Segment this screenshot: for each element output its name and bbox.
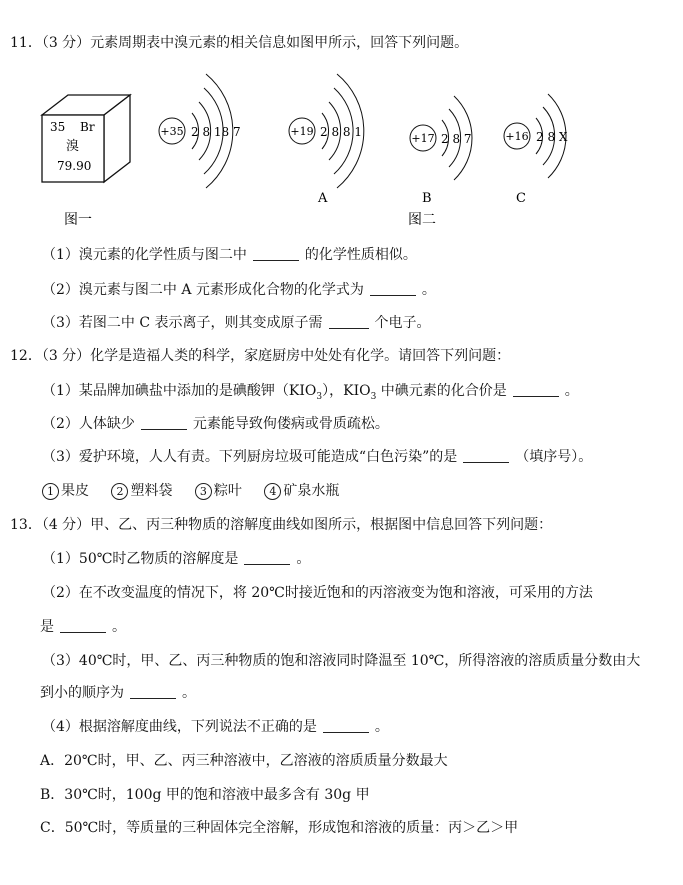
q13-part1-tail: 。 — [296, 551, 311, 567]
q13-part4-text: （4）根据溶解度曲线，下列说法不正确的是 — [42, 719, 317, 735]
q12-part1-text2: ），KIO — [322, 383, 371, 399]
answer-blank[interactable] — [130, 684, 176, 699]
q12-part2-text: （2）人体缺少 — [42, 416, 135, 432]
atom-diagram-b — [410, 96, 472, 206]
nucleus-charge: +16 — [505, 130, 529, 143]
q13-option-c: C．50℃时，等质量的三种固体完全溶解，形成饱和溶液的质量：丙＞乙＞甲 — [40, 820, 519, 836]
circled-number: 1 — [42, 483, 59, 500]
circled-number: 2 — [111, 483, 128, 500]
figure-caption-1: 图一 — [64, 212, 92, 228]
option-4 — [264, 483, 339, 499]
atomic-number: 35 — [50, 120, 66, 134]
q12-part3 — [42, 448, 592, 466]
q13-stem: 13．（4 分）甲、乙、丙三种物质的溶解度曲线如图所示，根据图中信息回答下列问题： — [10, 517, 553, 533]
atomic-mass: 79.90 — [57, 159, 92, 173]
q11-figure — [0, 0, 683, 240]
q12-part3-tail: （填序号）。 — [515, 449, 593, 465]
q13-part3: （3）40℃时，甲、乙、丙三种物质的饱和溶液同时降温至 10℃，所得溶液的溶质质量分数由大 — [42, 653, 641, 669]
q13-option-a: A．20℃时，甲、乙、丙三种溶液中，乙溶液的溶质质量分数最大 — [40, 753, 448, 769]
q13-part2-text: 是 — [40, 619, 54, 635]
subscript: 3 — [316, 391, 323, 402]
q13-part1 — [42, 550, 310, 568]
answer-blank[interactable] — [141, 415, 187, 430]
shell-electrons: 2 8 8 1 — [320, 125, 362, 139]
answer-blank[interactable] — [60, 618, 106, 633]
shell-electrons: 2 8 7 — [441, 132, 472, 146]
shell-electrons: 2 8 18 7 — [191, 125, 241, 139]
q11-part2-text: （2）溴元素与图二中 A 元素形成化合物的化学式为 — [42, 282, 364, 298]
answer-blank[interactable] — [323, 718, 369, 733]
option-text: 矿泉水瓶 — [283, 483, 340, 499]
element-symbol: Br — [80, 120, 95, 134]
q13-part3-text: 到小的顺序为 — [40, 685, 124, 701]
option-1 — [42, 483, 89, 499]
element-name: 溴 — [66, 139, 80, 154]
q12-options — [42, 482, 357, 500]
q13-part2-cont — [40, 618, 126, 636]
q11-part2 — [42, 281, 436, 299]
answer-blank[interactable] — [370, 281, 416, 296]
q12-stem: 12．（3 分）化学是造福人类的科学，家庭厨房中处处有化学。请回答下列问题： — [10, 348, 511, 364]
q13-part2: （2）在不改变温度的情况下，将 20℃时接近饱和的丙溶液变为饱和溶液，可采用的方法 — [42, 585, 593, 601]
answer-blank[interactable] — [244, 550, 290, 565]
circled-number: 3 — [195, 483, 212, 500]
q12-part2-tail: 元素能导致佝偻病或骨质疏松。 — [192, 416, 389, 432]
q12-part1 — [42, 382, 579, 406]
answer-blank[interactable] — [329, 314, 369, 329]
q11-stem: 11．（3 分）元素周期表中溴元素的相关信息如图甲所示，回答下列问题。 — [10, 35, 469, 51]
subscript: 3 — [370, 391, 377, 402]
answer-blank[interactable] — [463, 448, 509, 463]
figure-caption-2: 图二 — [408, 212, 436, 228]
atom-diagram-c — [504, 94, 568, 206]
option-2 — [111, 483, 172, 499]
atom-label: A — [318, 191, 328, 206]
q11-part1-tail: 的化学性质相似。 — [304, 247, 417, 263]
q11-part3-tail: 个电子。 — [374, 315, 431, 331]
nucleus-charge: +35 — [160, 125, 184, 138]
q12-part3-text: （3）爱护环境，人人有责。下列厨房垃圾可能造成“白色污染”的是 — [42, 449, 458, 465]
nucleus-charge: +19 — [290, 125, 314, 138]
shell-electrons: 2 8 X — [536, 130, 568, 144]
periodic-table-cell — [42, 95, 130, 182]
q13-option-b: B．30℃时，100g 甲的饱和溶液中最多含有 30g 甲 — [40, 787, 370, 803]
q12-part1-tail: 。 — [564, 383, 579, 399]
q13-part3-cont — [40, 684, 196, 702]
option-text: 粽叶 — [213, 483, 242, 499]
q11-part2-tail: 。 — [421, 282, 436, 298]
q13-part2-tail: 。 — [112, 619, 126, 635]
q13-part4-tail: 。 — [374, 719, 389, 735]
q13-part3-tail: 。 — [182, 685, 196, 701]
answer-blank[interactable] — [253, 246, 299, 261]
q13-part1-text: （1）50℃时乙物质的溶解度是 — [42, 551, 239, 567]
atom-diagram-br — [159, 74, 241, 188]
q13-part4 — [42, 718, 389, 736]
q12-part2 — [42, 415, 389, 433]
q12-part1-text: （1）某品牌加碘盐中添加的是碘酸钾（KIO — [42, 383, 317, 399]
q12-part1-text3: 中碘元素的化合价是 — [376, 383, 507, 399]
nucleus-charge: +17 — [411, 132, 435, 145]
q11-part1-text: （1）溴元素的化学性质与图二中 — [42, 247, 247, 263]
circled-number: 4 — [264, 483, 281, 500]
atom-diagram-a — [289, 74, 364, 206]
q11-part3 — [42, 314, 431, 332]
option-text: 塑料袋 — [130, 483, 173, 499]
atom-label: B — [422, 191, 432, 206]
answer-blank[interactable] — [513, 382, 559, 397]
option-text: 果皮 — [61, 483, 89, 499]
q11-part3-text: （3）若图二中 C 表示离子，则其变成原子需 — [42, 315, 323, 331]
atom-label: C — [516, 191, 526, 206]
q11-part1 — [42, 246, 417, 264]
option-3 — [195, 483, 242, 499]
